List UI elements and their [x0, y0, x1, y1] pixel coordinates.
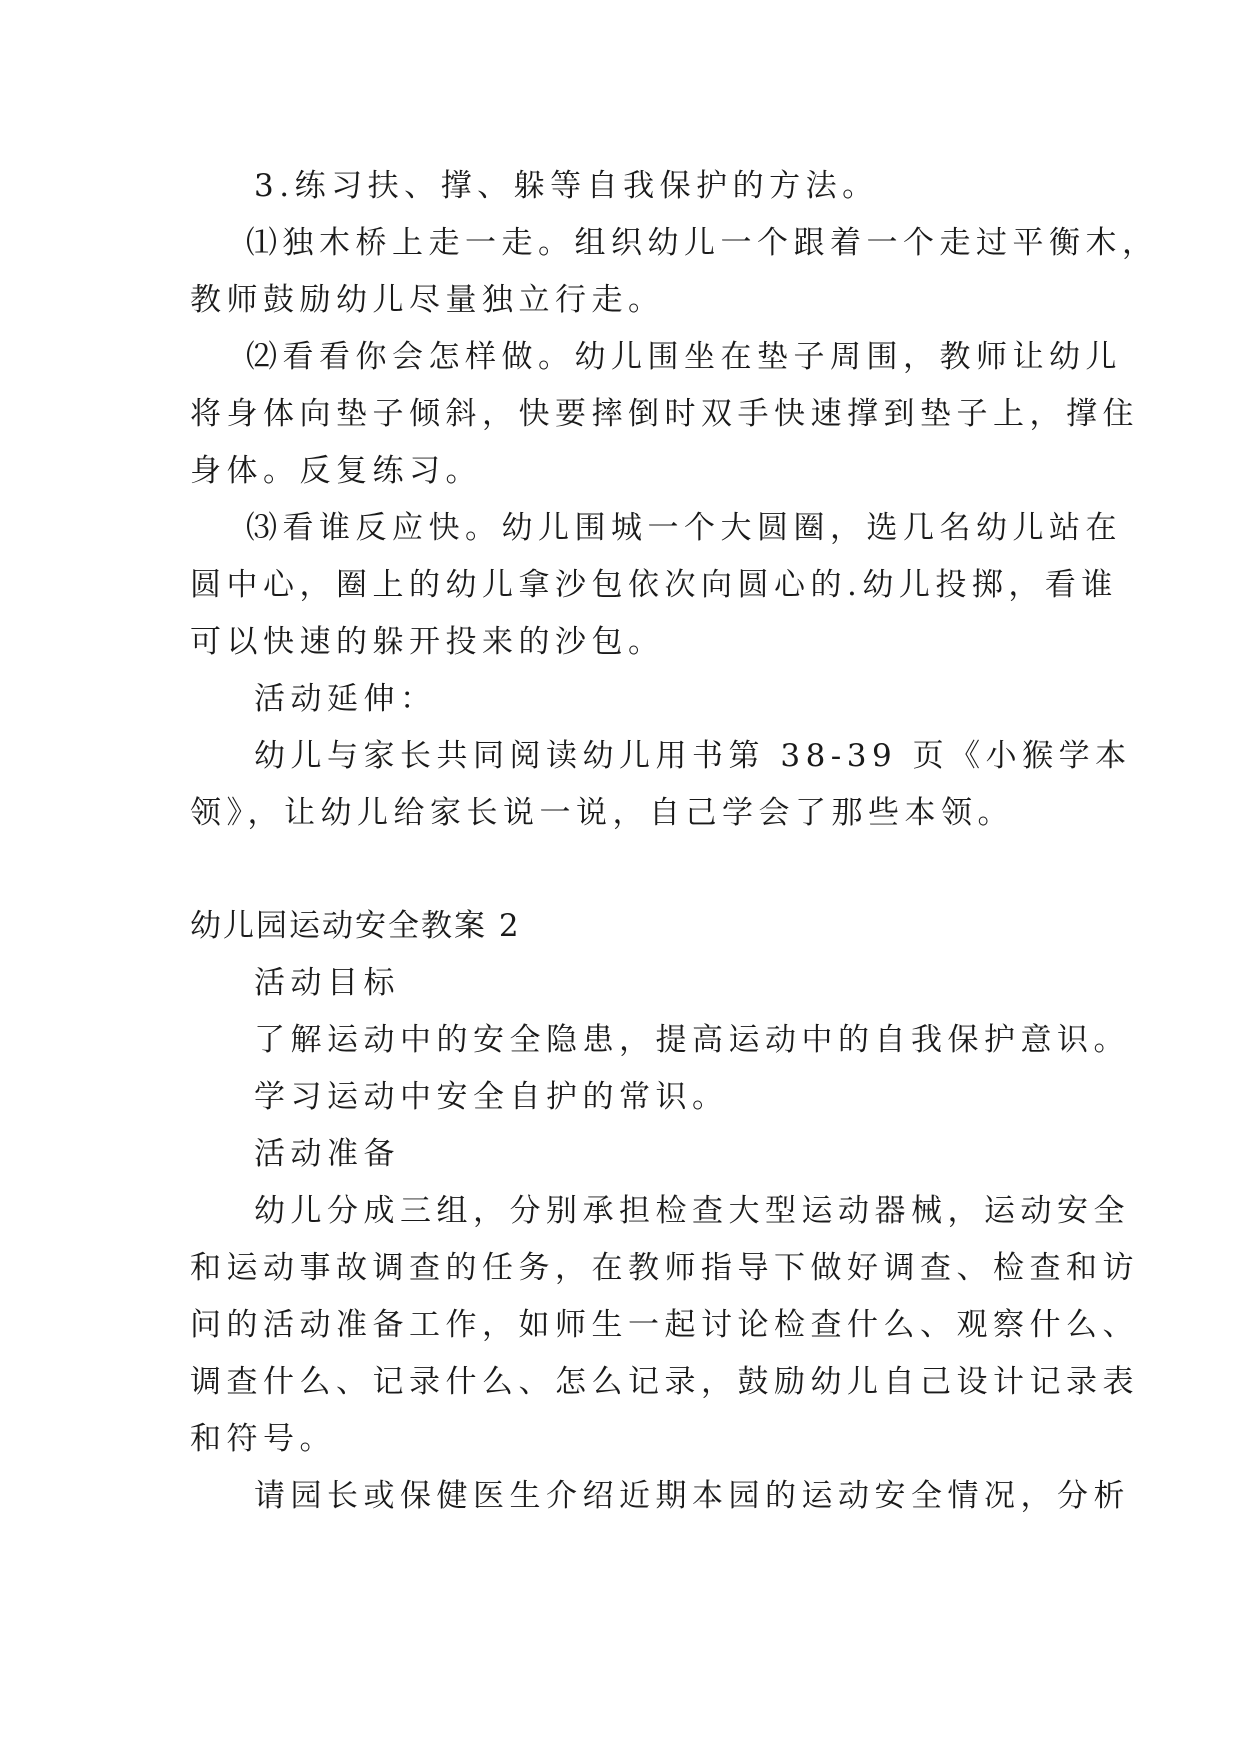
- text-line: ⑶看谁反应快。幼儿围城一个大圆圈，选几名幼儿站在: [246, 510, 1122, 546]
- text-line: 请园长或保健医生介绍近期本园的运动安全情况，分析: [254, 1478, 1130, 1514]
- text-line: 将身体向垫子倾斜，快要摔倒时双手快速撑到垫子上，撑住: [190, 396, 1139, 432]
- section-subheading: 活动延伸：: [254, 681, 437, 717]
- text-line: 幼儿与家长共同阅读幼儿用书第 38-39 页《小猴学本: [254, 738, 1132, 774]
- text-line: 学习运动中安全自护的常识。: [254, 1079, 729, 1115]
- text-line: 和运动事故调查的任务，在教师指导下做好调查、检查和访: [190, 1250, 1139, 1286]
- text-line: 可以快速的躲开投来的沙包。: [190, 624, 665, 660]
- text-line: ⑴独木桥上走一走。组织幼儿一个跟着一个走过平衡木，: [246, 225, 1159, 261]
- section-subheading: 活动目标: [254, 965, 400, 1001]
- text-line: 了解运动中的安全隐患，提高运动中的自我保护意识。: [254, 1022, 1130, 1058]
- text-line: 和符号。: [190, 1421, 336, 1457]
- text-line: 3.练习扶、撑、躲等自我保护的方法。: [254, 168, 879, 204]
- text-line: 幼儿分成三组，分别承担检查大型运动器械，运动安全: [254, 1193, 1130, 1229]
- text-line: 圆中心，圈上的幼儿拿沙包依次向圆心的.幼儿投掷，看谁: [190, 567, 1118, 603]
- text-line: 调查什么、记录什么、怎么记录，鼓励幼儿自己设计记录表: [190, 1364, 1139, 1400]
- text-line: 领》，让幼儿给家长说一说，自己学会了那些本领。: [190, 795, 1014, 831]
- text-line: 问的活动准备工作，如师生一起讨论检查什么、观察什么、: [190, 1307, 1139, 1343]
- text-line: 教师鼓励幼儿尽量独立行走。: [190, 282, 665, 318]
- section-title: 幼儿园运动安全教案 2: [190, 908, 521, 944]
- section-subheading: 活动准备: [254, 1136, 400, 1172]
- text-line: ⑵看看你会怎样做。幼儿围坐在垫子周围，教师让幼儿: [246, 339, 1122, 375]
- text-line: 身体。反复练习。: [190, 453, 482, 489]
